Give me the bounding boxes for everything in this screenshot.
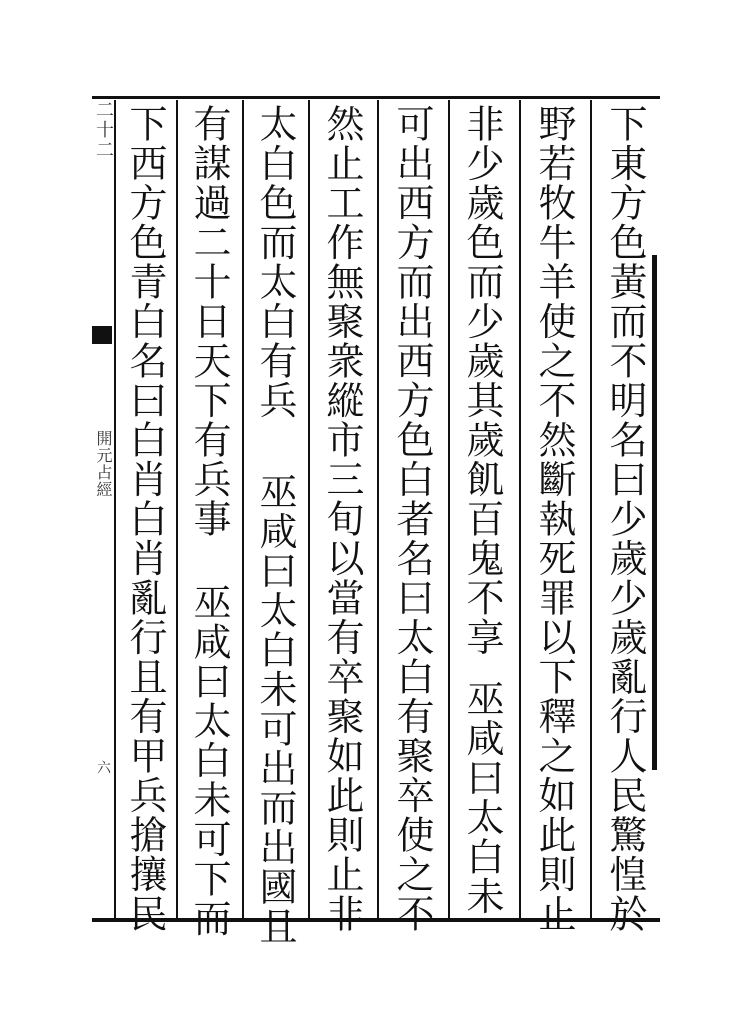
frame-top-rule [92, 96, 660, 99]
column-rule [590, 100, 592, 918]
text-column-7-main: 有謀過二十日天下有兵事 [187, 104, 231, 539]
text-column-7 [184, 104, 234, 938]
text-column-8: 下西方色青白名曰白肖白肖亂行且有甲兵搶攘民 [123, 104, 167, 934]
text-column-3-main: 非少歲色而少歲其歲飢百鬼不享 [460, 104, 504, 657]
text-column-6 [250, 104, 300, 946]
column-rule [377, 100, 379, 918]
column-rule [519, 100, 521, 918]
frame-right-rule [652, 255, 657, 770]
text-column-6-main: 太白色而太白有兵 [253, 104, 297, 420]
margin-top-label: 二十二 [93, 100, 114, 160]
fish-tail-mark [92, 326, 112, 344]
text-column-7-commentary: 巫咸曰太白未可下而 [187, 582, 231, 938]
text-column-5: 然止工作無聚衆縱市三旬以當有卒聚如此則止非 [320, 104, 364, 934]
text-column-3-commentary: 巫咸曰太白未 [460, 679, 504, 916]
text-column-3 [457, 104, 507, 916]
text-column-1: 下東方色黃而不明名曰少歲少歲亂行人民驚惶於 [603, 104, 647, 934]
margin-page-number: 六 [95, 760, 111, 774]
column-rule [308, 100, 310, 918]
text-column-4: 可出西方而出西方色白者名曰太白有聚卒使之不 [390, 104, 434, 934]
column-rule [176, 100, 178, 918]
column-rule [448, 100, 450, 918]
column-rule [242, 100, 244, 918]
text-column-6-commentary: 巫咸曰太白未可出而出國且 [253, 472, 297, 946]
text-column-2: 野若牧牛羊使之不然斷執死罪以下釋之如此則止 [532, 104, 576, 934]
fore-edge-margin [92, 100, 116, 918]
margin-book-title: 開元占經 [94, 430, 113, 498]
